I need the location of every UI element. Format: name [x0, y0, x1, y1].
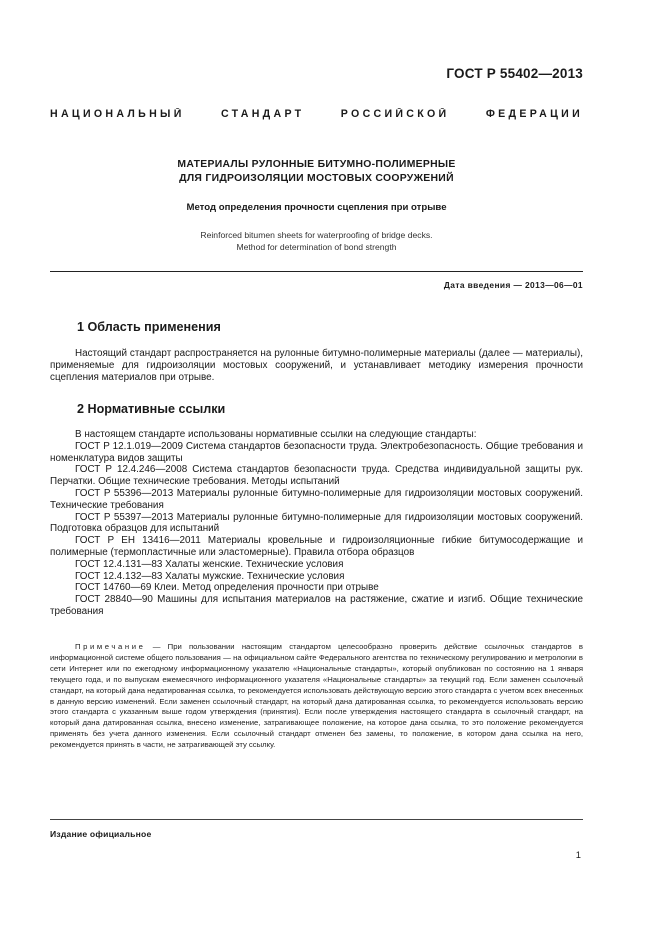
reference-item: ГОСТ Р ЕН 13416—2011 Материалы кровельные и гидроизоляционные гибкие битумосодержащие и полимерные (термопластичные или эластомерные). Правила отбора образцов — [50, 535, 583, 558]
standard-number: ГОСТ Р 55402—2013 — [446, 66, 583, 81]
national-standard-banner: НАЦИОНАЛЬНЫЙ СТАНДАРТ РОССИЙСКОЙ ФЕДЕРАЦИИ — [50, 108, 583, 120]
reference-item: ГОСТ Р 55396—2013 Материалы рулонные битумно-полимерные для гидроизоляции мостовых сооружений. Технические требования — [50, 487, 583, 511]
page-number: 1 — [575, 849, 581, 860]
reference-item: ГОСТ Р 55397—2013 Материалы рулонные битумно-полимерные для гидроизоляции мостовых сооружений. Подготовка образцов для испытаний — [50, 511, 583, 535]
section-1-body: Настоящий стандарт распространяется на рулонные битумно-полимерные материалы (далее — материалы), применяемые для гидроизоляции мостовых сооружений, и устанавливает методику измерения прочности сцепления материалов при отрыве. — [50, 348, 583, 383]
introduction-date: Дата введения — 2013—06—01 — [443, 280, 583, 290]
subtitle: Метод определения прочности сцепления при отрыве — [186, 202, 447, 213]
reference-item: ГОСТ 28840—90 Машины для испытания материалов на растяжение, сжатие и изгиб. Общие технические требования — [50, 594, 583, 617]
reference-item: ГОСТ 14760—69 Клеи. Метод определения прочности при отрыве — [75, 582, 379, 594]
reference-item: ГОСТ 12.4.131—83 Халаты женские. Технические условия — [75, 558, 344, 570]
normative-references — [50, 429, 583, 618]
note-block — [50, 642, 583, 751]
english-title — [50, 229, 583, 253]
official-edition-label: Издание официальное — [50, 829, 152, 839]
footer-divider — [50, 819, 583, 820]
title-line-1: МАТЕРИАЛЫ РУЛОННЫЕ БИТУМНО-ПОЛИМЕРНЫЕ — [177, 159, 456, 170]
note-label: Примечание — [75, 642, 146, 651]
section-1-heading: 1 Область применения — [77, 320, 221, 334]
reference-item: ГОСТ Р 12.1.019—2009 Система стандартов безопасности труда. Электробезопасность. Общие требования и номенклатура видов защиты — [50, 440, 583, 464]
note-text: — При пользовании настоящим стандартом целесообразно проверить действие ссылочных стандартов в информационной системе общего пользования — на официальном сайте Федерального агентства по техническому регулированию и метрологии в сети Интернет или по ежегодному информационному указателю «Национальные стандарты», который опубликован по состоянию на 1 января текущего года, и по выпускам ежемесячного информационного указателя «Национальные стандарты» за текущий год. Если заменен ссылочный стандарт, на который дана недатированная ссылка, то рекомендуется использовать действующую версию этого стандарта с учетом всех внесенных в данную версию изменений. Если заменен ссылочный стандарт, на который дана датированная ссылка, то рекомендуется использовать версию этого стандарта с указанным выше годом утверждения (принятия). Если после утверждения настоящего стандарта в ссылочный стандарт, на который дана датированная ссылка, внесено изменение, затрагивающее положение, на которое дана ссылка, то это положение рекомендуется применять без учета данного изменения. Если ссылочный стандарт отменен без замены, то положение, в котором дана ссылка на него, рекомендуется принять в части, не затрагивающей эту ссылку. — [50, 642, 583, 750]
english-title-line-1: Reinforced bitumen sheets for waterproofing of bridge decks. — [200, 230, 433, 240]
reference-item: ГОСТ Р 12.4.246—2008 Система стандартов безопасности труда. Средства индивидуальной защиты рук. Перчатки. Общие технические требования. Методы испытаний — [50, 464, 583, 488]
english-title-line-2: Method for determination of bond strength — [236, 242, 397, 252]
references-intro: В настоящем стандарте использованы нормативные ссылки на следующие стандарты: — [75, 429, 477, 440]
title-line-2: ДЛЯ ГИДРОИЗОЛЯЦИИ МОСТОВЫХ СООРУЖЕНИЙ — [179, 173, 454, 184]
header-divider — [50, 271, 583, 272]
section-1-text — [50, 348, 583, 383]
reference-item: ГОСТ 12.4.132—83 Халаты мужские. Технические условия — [75, 570, 345, 582]
section-2-heading: 2 Нормативные ссылки — [77, 402, 226, 416]
